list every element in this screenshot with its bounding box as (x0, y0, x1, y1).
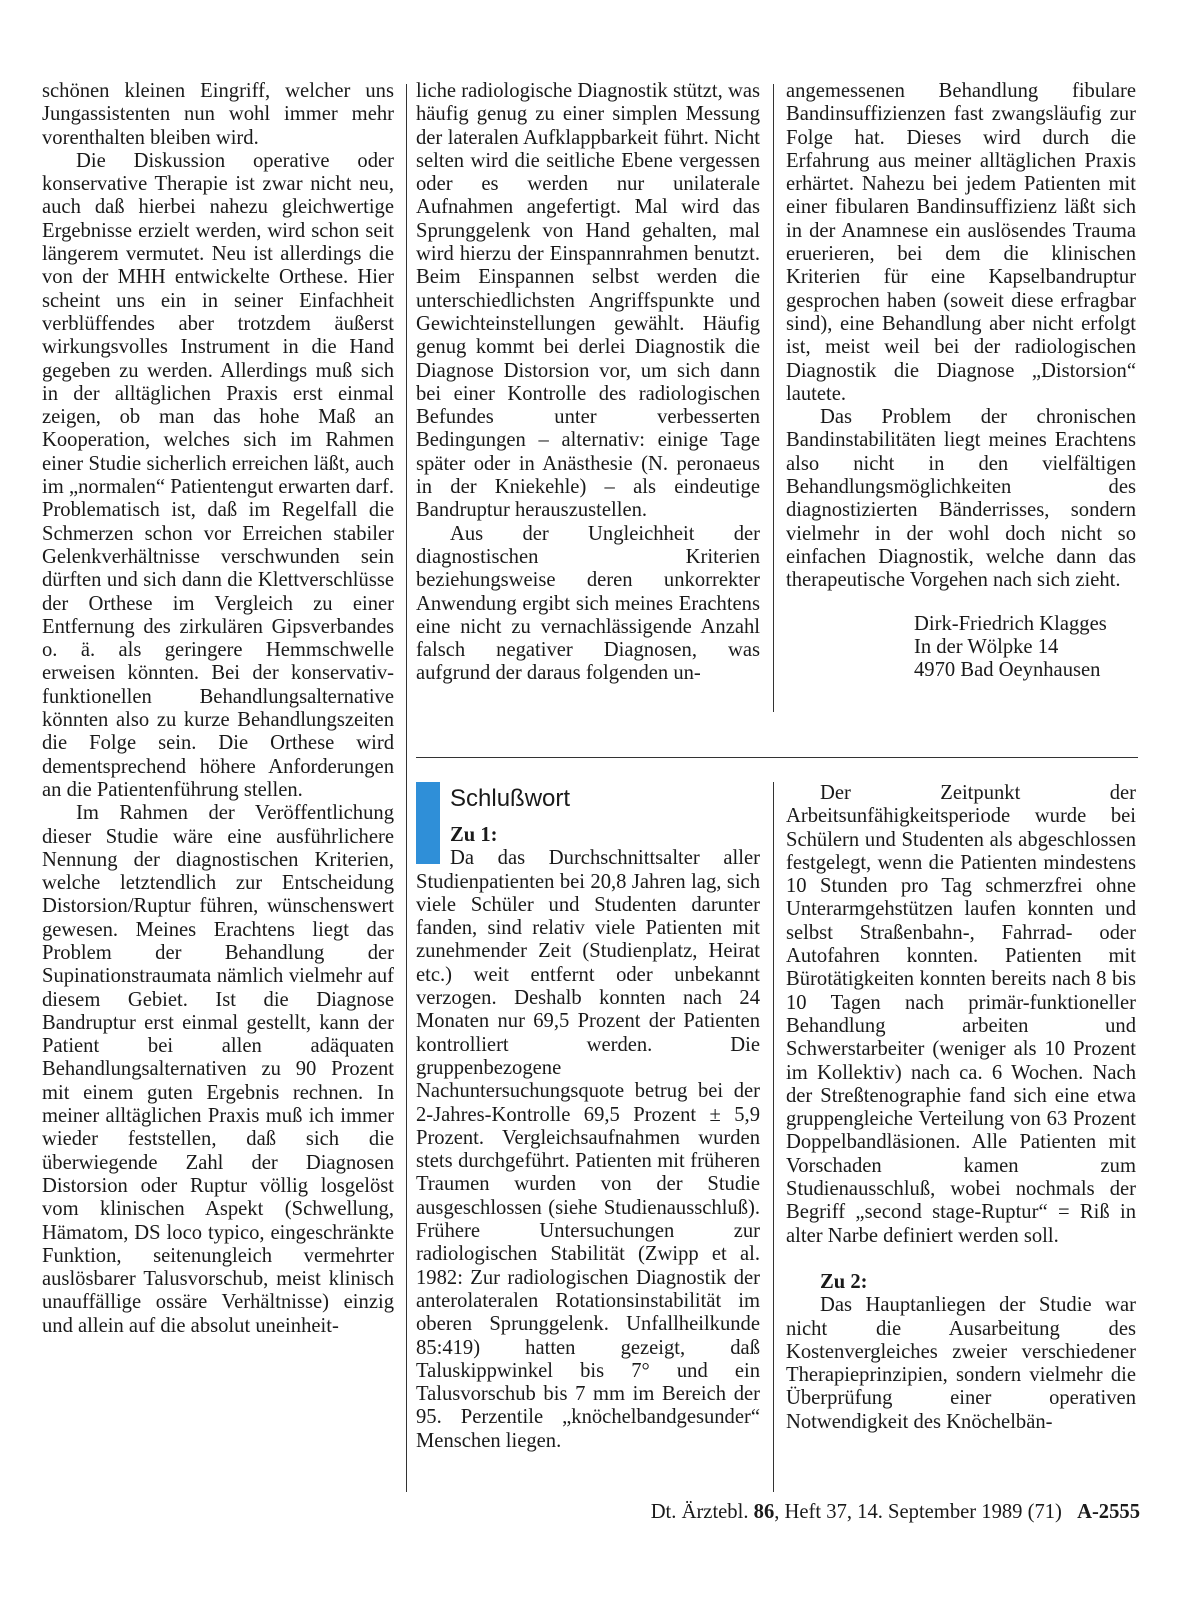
author-street: In der Wölpke 14 (914, 635, 1059, 658)
article-col2-paragraph: Aus der Ungleichheit der diagnostischen Kriterien beziehungsweise deren unkorrekter Anwendung ergibt sich meines Erachtens eine nicht zu vernachlässigende Anzahl falsch negativer Diagnosen, was aufgrund der daraus folgenden un- (416, 522, 760, 685)
column-divider (773, 84, 774, 712)
column-divider (406, 84, 407, 1492)
author-name: Dirk-Friedrich Klagges (914, 612, 1107, 635)
author-city: 4970 Bad Oeynhausen (914, 659, 1101, 682)
article-column-2 (416, 80, 760, 686)
article-col3-paragraph: angemessenen Behandlung fibulare Bandinsuffizienzen fast zwangsläufig zur Folge hat. Dieses wird durch die Erfahrung aus meiner alltäglichen Praxis erhärtet. Nahezu bei jedem Patienten mit einer fibularen Bandinsuffizienz läßt sich in der Anamnese ein auslösendes Trauma eruerieren, bei dem die klinischen Kriterien für eine Kapselbandruptur gesprochen haben (soweit diese erfragbar sind), eine Behandlung aber nicht erfolgt ist, meist weil bei der radiologischen Diagnostik die Diagnose „Distorsion“ lautete. (786, 80, 1136, 405)
reply-heading (416, 782, 760, 847)
author-address (786, 613, 1136, 683)
column-divider (773, 782, 774, 1492)
section-marker-bar (416, 782, 440, 864)
article-col2-paragraph: liche radiologische Diagnostik stützt, was häufig genug zu einer simplen Messung der lateralen Aufklappbarkeit führt. Nicht selten wird die seitliche Ebene vergessen oder es werden nur unilaterale Aufnahmen angefertigt. Mal wird das Sprunggelenk von Hand gehalten, mal wird hierzu der Einspannrahmen benutzt. Beim Einspannen selbst werden die unterschiedlichsten Angriffspunkte und Gewichteinstellungen gewählt. Häufig genug kommt bei derlei Diagnostik die Diagnose Distorsion vor, um sich dann bei einer Kontrolle des radiologischen Befundes unter verbesserten Bedingungen – alternativ: einige Tage später oder in Anästhesie (N. peronaeus in der Kniekehle) – als eindeutige Bandruptur herauszustellen. (416, 80, 760, 522)
article-col1-paragraph: Im Rahmen der Veröffentlichung dieser Studie wäre eine ausführlichere Nennung der diagnostischen Kriterien, welche letztendlich zur Entscheidung Distorsion/Ruptur führen, wünschenswert gewesen. Meines Erachtens liegt das Problem der Behandlung der Supinationstraumata nämlich vielmehr auf diesem Gebiet. Ist die Diagnose Bandruptur erst einmal gestellt, kann der Patient bei allen adäquaten Behandlungsalternativen zu 90 Prozent mit einem guten Ergebnis rechnen. In meiner alltäglichen Praxis muß ich immer wieder feststellen, daß sich die überwiegende Zahl der Diagnosen Distorsion oder Ruptur völlig losgelöst vom klinischen Aspekt (Schwellung, Hämatom, DS loco typico, eingeschränkte Funktion, seitenungleich vermehrter auslösbarer Talusvorschub, meist klinisch unauffällige ossäre Verhältnisse) einzig und allein auf die absolut uneinheit- (42, 802, 394, 1337)
page-footer (0, 1500, 1140, 1524)
journal-issue: , Heft 37, 14. September 1989 (71) (774, 1501, 1062, 1523)
article-col1-paragraph: Die Diskussion operative oder konservative Therapie ist zwar nicht neu, auch daß hierbei nahezu gleichwertige Ergebnisse erzielt werden, wird schon seit längerem vermutet. Neu ist allerdings die von der MHH entwickelte Orthese. Hier scheint uns ein in seiner Einfachheit verblüffendes aber trotzdem äußerst wirkungsvolles Instrument in die Hand gegeben zu werden. Allerdings muß sich in der alltäglichen Praxis erst einmal zeigen, ob man das hohe Maß an Kooperation, welches sich im Rahmen einer Studie sicherlich erreichen läßt, auch im „normalen“ Patientengut erwarten darf. Problematisch ist, daß im Regelfall die Schmerzen schon vor Erreichen stabiler Gelenkverhältnisse verschwunden sein dürften und sich dann die Klettverschlüsse der Orthese im Vergleich zu einer Entfernung des zirkulären Gipsverbandes o. ä. als geringere Hemmschwelle erweisen könnten. Bei der konservativ-funktionellen Behandlungsalternative könnten also zu kurze Behandlungszeiten die Folge sein. Die Orthese wird dementsprechend höhere Anforderungen an die Patientenführung stellen. (42, 149, 394, 801)
article-column-1 (42, 80, 394, 1338)
zu2-paragraph: Das Hauptanliegen der Studie war nicht die Ausarbeitung des Kostenvergleiches zweier verschiedener Therapieprinzipien, sondern vielmehr die Überprüfung einer operativen Notwendigkeit des Knöchelbän- (786, 1294, 1136, 1433)
article-col1-paragraph: schönen kleinen Eingriff, welcher uns Jungassistenten nun wohl immer mehr vorenthalten bleiben wird. (42, 80, 394, 149)
page-number: A-2555 (1077, 1501, 1140, 1523)
zu1-paragraph: Da das Durchschnittsalter aller Studienpatienten bei 20,8 Jahren lag, sich viele Schüler und Studenten darunter fanden, sind relativ viele Patienten mit zunehmender Zeit (Studienplatz, Heirat etc.) weit entfernt oder unbekannt verzogen. Deshalb konnten nach 24 Monaten nur 69,5 Prozent der Patienten kontrolliert werden. Die gruppenbezogene Nachuntersuchungsquote betrug bei der 2-Jahres-Kontrolle 69,5 Prozent ± 5,9 Prozent. Vergleichsaufnahmen wurden stets durchgeführt. Patienten mit früheren Traumen wurden von der Studie ausgeschlossen (siehe Studienausschluß). Frühere Untersuchungen zur radiologischen Stabilität (Zwipp et al. 1982: Zur radiologischen Diagnostik der anterolateralen Rotationsinstabilität im oberen Sprunggelenk. Unfallheilkunde 85:419) hatten gezeigt, daß Taluskippwinkel bis 7° und ein Talusvorschub bis 7 mm im Bereich der 95. Perzentile „knöchelbandgesunder“ Menschen liegen. (416, 847, 760, 1452)
zu1-paragraph-cont: Der Zeitpunkt der Arbeitsunfähigkeitsperiode wurde bei Schülern und Studenten als abgeschlossen festgelegt, wenn die Patienten mindestens 10 Stunden pro Tag schmerzfrei ohne Unterarmgehstützen laufen konnten und selbst Straßenbahn-, Fahrrad- oder Autofahren konnten. Patienten mit Bürotätigkeiten konnten bereits nach 8 bis 10 Tagen nach primär-funktioneller Behandlung arbeiten und Schwerstarbeiter (weniger als 10 Prozent im Kollektiv) nach ca. 6 Wochen. Nach der Streßtenographie fand sich eine etwa gruppengleiche Verteilung von 63 Prozent Doppelbandläsionen. Alle Patienten mit Vorschaden kamen zum Studienausschluß, wobei nochmals der Begriff „second stage-Ruptur“ = Riß in alter Narbe definiert werden soll. (786, 782, 1136, 1247)
article-col3-paragraph: Das Problem der chronischen Bandinstabilitäten liegt meines Erachtens also nicht in den vielfältigen Behandlungsmöglichkeiten des diagnostizierten Bänderrisses, sondern vielmehr in der wohl doch nicht so einfachen Diagnostik, welche dann das therapeutische Vorgehen nach sich zieht. (786, 406, 1136, 592)
reply-title: Schlußwort (450, 785, 571, 812)
zu2-heading: Zu 2: (820, 1270, 868, 1293)
reply-column-2 (786, 782, 1136, 1434)
article-column-3-text (786, 80, 1136, 593)
journal-name: Dt. Ärztebl. (650, 1501, 749, 1523)
journal-volume: 86 (753, 1501, 775, 1523)
zu1-heading: Zu 1: (450, 824, 498, 846)
reply-column-1 (416, 782, 760, 1453)
article-column-3 (786, 80, 1136, 682)
section-divider (416, 757, 1138, 758)
